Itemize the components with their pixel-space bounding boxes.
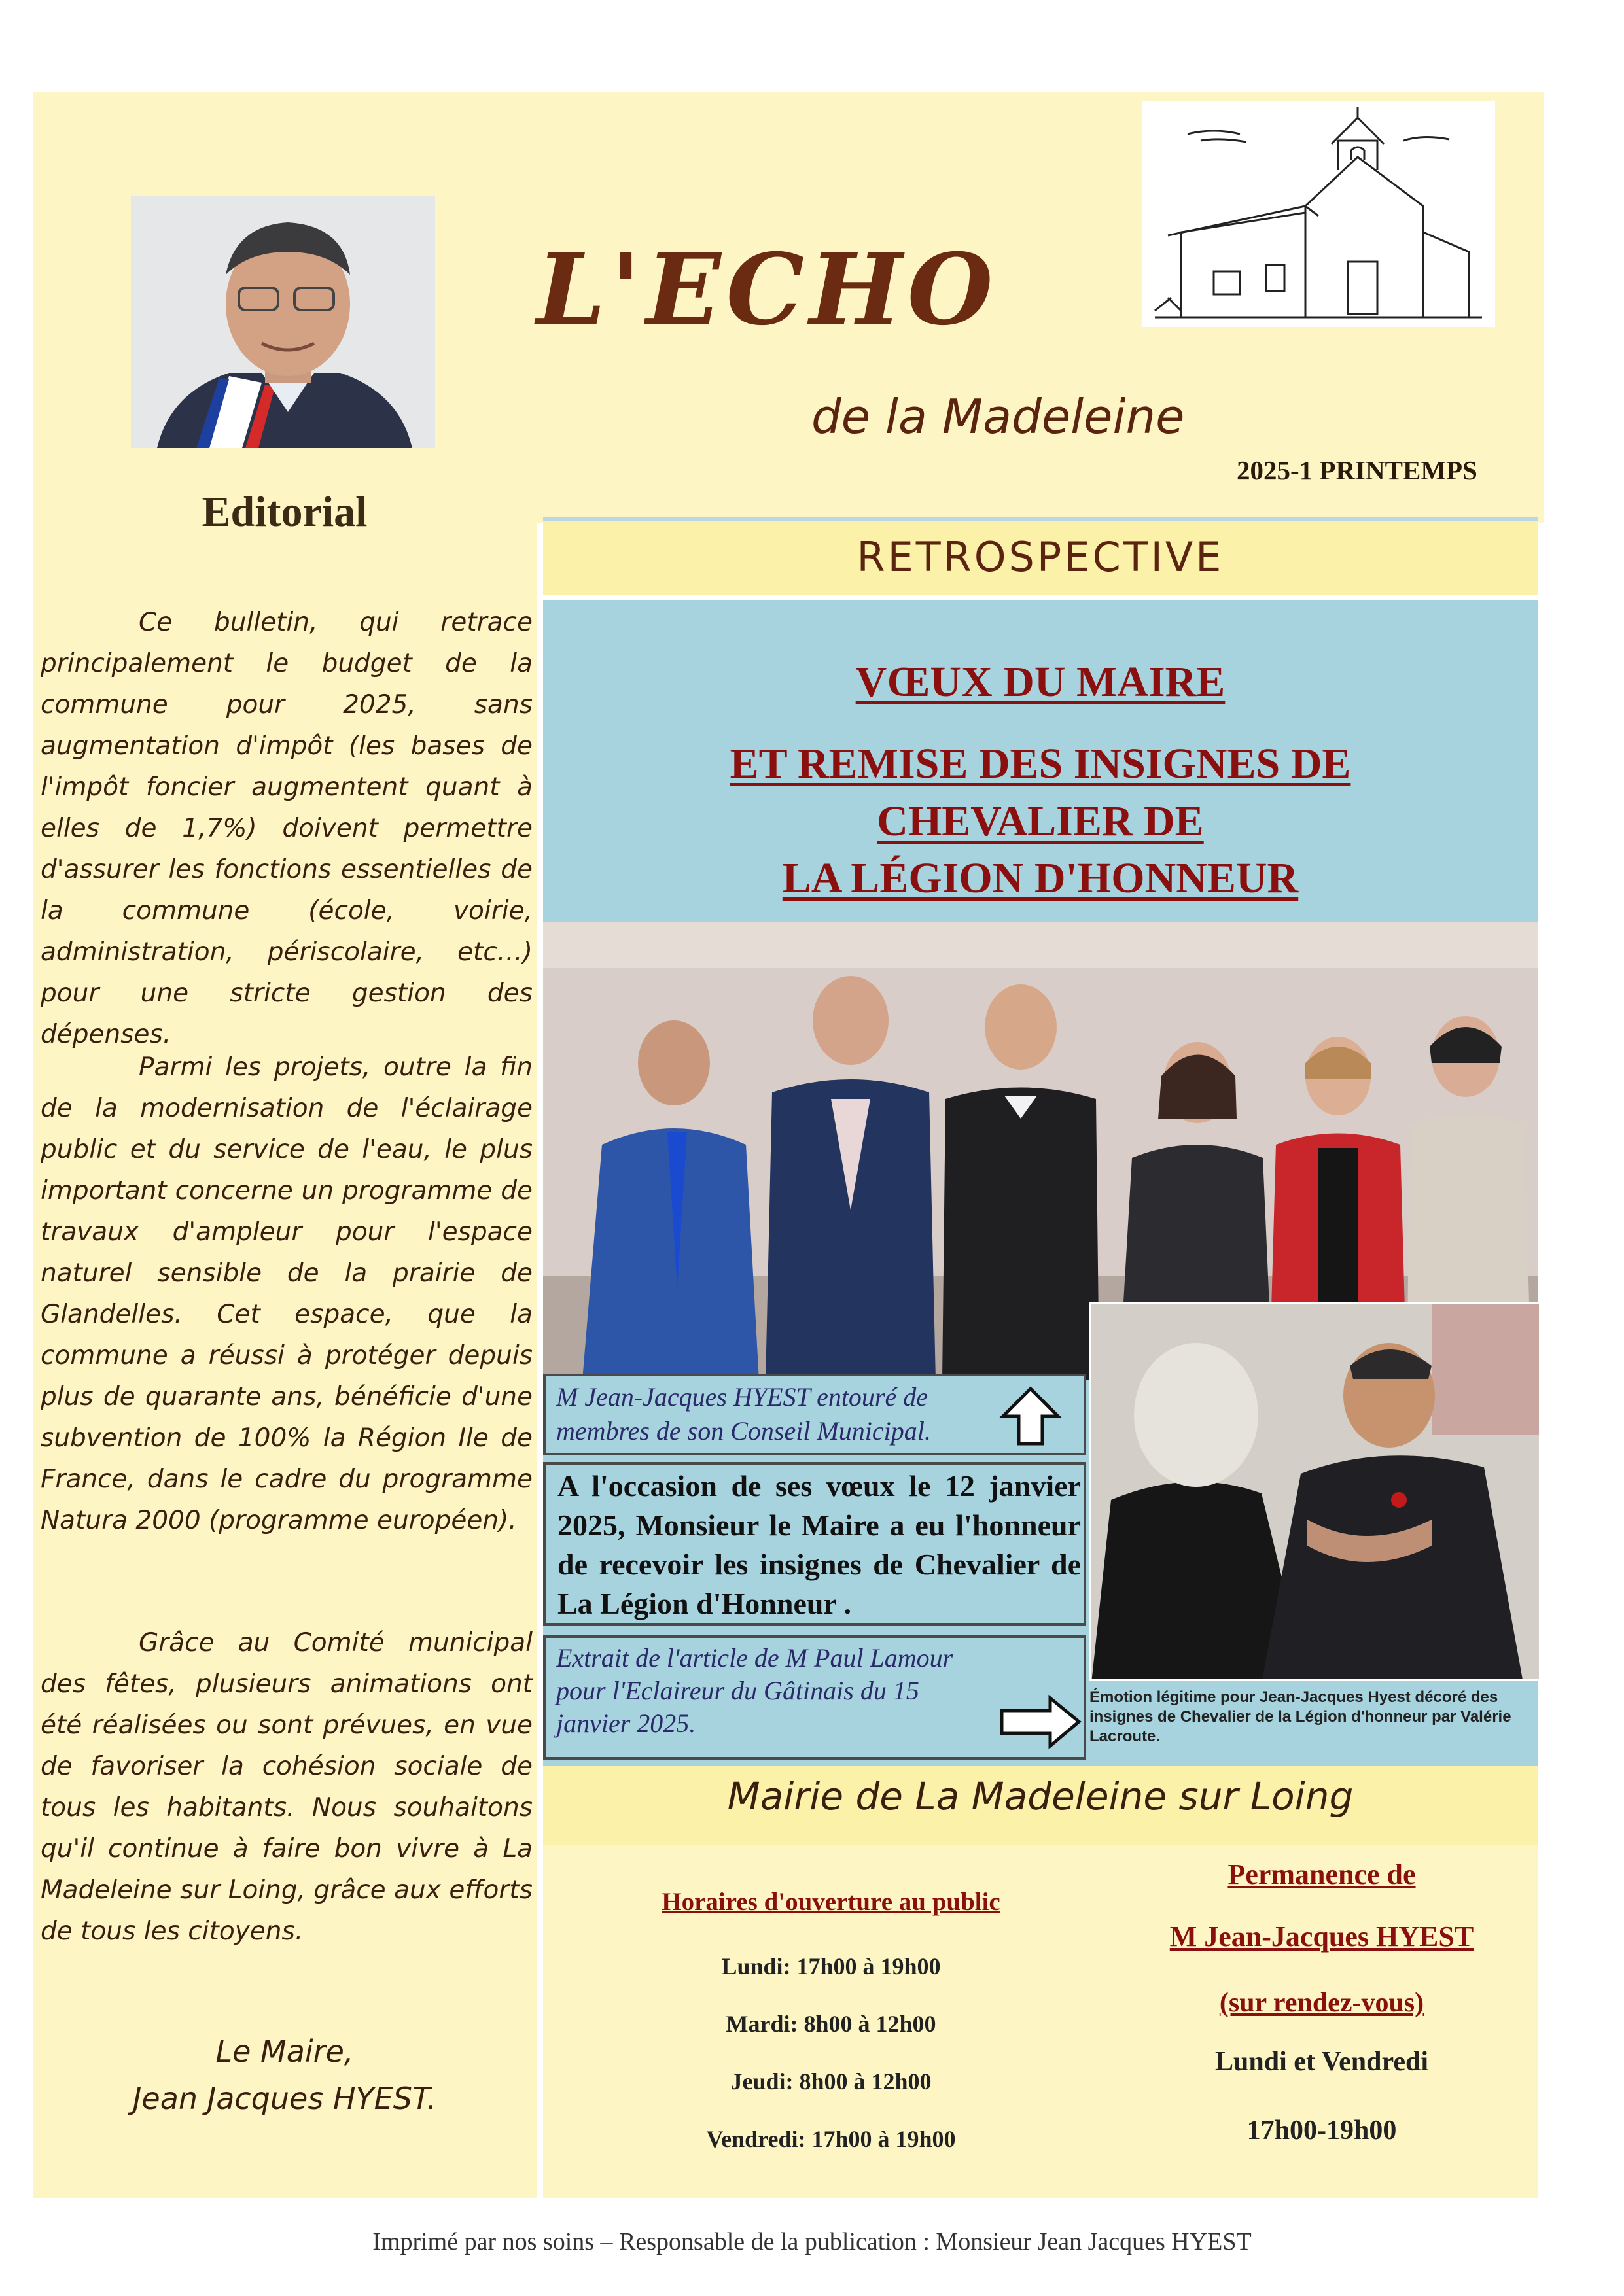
permanence-name: M Jean-Jacques HYEST	[1169, 1921, 1474, 1953]
arrow-right-icon	[998, 1694, 1083, 1750]
mairie-title: Mairie de La Madeleine sur Loing	[727, 1774, 1354, 1818]
headline-line: VŒUX DU MAIRE	[855, 658, 1226, 706]
occasion-text: A l'occasion de ses vœux le 12 janvier 2025, Monsieur le Maire a eu l'honneur de recevoir les insignes de Chevalier de La Légion d'Honneur .	[557, 1469, 1081, 1620]
permanence-days: Lundi et Vendredi	[1214, 2047, 1428, 2077]
opening-hours-line: Lundi: 17h00 à 19h00	[721, 1953, 941, 1979]
mayor-portrait-photo	[131, 196, 435, 448]
editorial-title: Editorial	[202, 488, 368, 536]
award-ceremony-photo	[1089, 1302, 1541, 1681]
extract-text: Extrait de l'article de M Paul Lamour pour l'Eclaireur du Gâtinais du 15 janvier 2025.	[556, 1643, 953, 1738]
opening-hours-heading: Horaires d'ouverture au public	[662, 1888, 1000, 1916]
publication-footer: Imprimé par nos soins – Responsable de la publication : Monsieur Jean Jacques HYEST	[372, 2228, 1252, 2255]
opening-hours-line: Jeudi: 8h00 à 12h00	[730, 2068, 932, 2095]
retrospective-label: RETROSPECTIVE	[856, 533, 1224, 581]
opening-hours-line: Mardi: 8h00 à 12h00	[726, 2011, 936, 2037]
headline-line: ET REMISE DES INSIGNES DE	[730, 740, 1351, 788]
church-sketch-illustration	[1142, 101, 1495, 327]
award-photo-caption: Émotion légitime pour Jean-Jacques Hyest décoré des insignes de Chevalier de la Légion d'honneur par Valérie Lacroute.	[1089, 1688, 1511, 1745]
editorial-paragraph-text: Parmi les projets, outre la fin de la modernisation de l'éclairage public et du service de l'eau, le plus important concerne un programme de travaux d'ampleur pour l'espace naturel sensible de la prairie de Glandelles. Cet espace, que la commune a réussi à protéger depuis plus de quarante ans, bénéficie d'une subvention de 100% la Région Ile de France, dans le cadre du programme Natura 2000 (programme européen).	[41, 1052, 533, 1535]
arrow-up-icon	[998, 1383, 1063, 1449]
signature-title: Le Maire,	[215, 2034, 354, 2069]
opening-hours-line: Vendredi: 17h00 à 19h00	[706, 2126, 956, 2152]
permanence-appointment: (sur rendez-vous)	[1219, 1988, 1424, 2018]
permanence-heading: Permanence de	[1227, 1858, 1416, 1890]
photo-caption: M Jean-Jacques HYEST entouré de membres de son Conseil Municipal.	[556, 1382, 931, 1446]
editorial-paragraph	[41, 602, 533, 1055]
signature-name: Jean Jacques HYEST.	[132, 2081, 437, 2116]
editorial-signature	[33, 2028, 537, 2122]
editorial-paragraph-text: Ce bulletin, qui retrace principalement le budget de la commune pour 2025, sans augmentation d'impôt (les bases de l'impôt foncier augmentent quant à elles de 1,7%) doivent permettre d'assurer les fonctions essentielles de la commune (école, voirie, administration, périscolaire, etc…) pour une stricte gestion des dépenses.	[41, 608, 533, 1049]
permanence-hours: 17h00-19h00	[1246, 2115, 1397, 2146]
editorial-paragraph-text: Grâce au Comité municipal des fêtes, plusieurs animations ont été réalisées ou sont prévues, en vue de favoriser la cohésion sociale de tous les habitants. Nous souhaitons qu'il continue à faire bon vivre à La Madeleine sur Loing, grâce aux efforts de tous les citoyens.	[41, 1628, 533, 1946]
headline-line: CHEVALIER DE	[877, 797, 1204, 845]
headline-line: LA LÉGION D'HONNEUR	[782, 854, 1299, 902]
issue-label: 2025-1 PRINTEMPS	[1237, 455, 1477, 485]
masthead-title: L'ECHO	[537, 232, 998, 347]
editorial-paragraph	[41, 1047, 533, 1541]
editorial-paragraph	[41, 1622, 533, 1952]
masthead-subtitle: de la Madeleine	[811, 389, 1185, 444]
